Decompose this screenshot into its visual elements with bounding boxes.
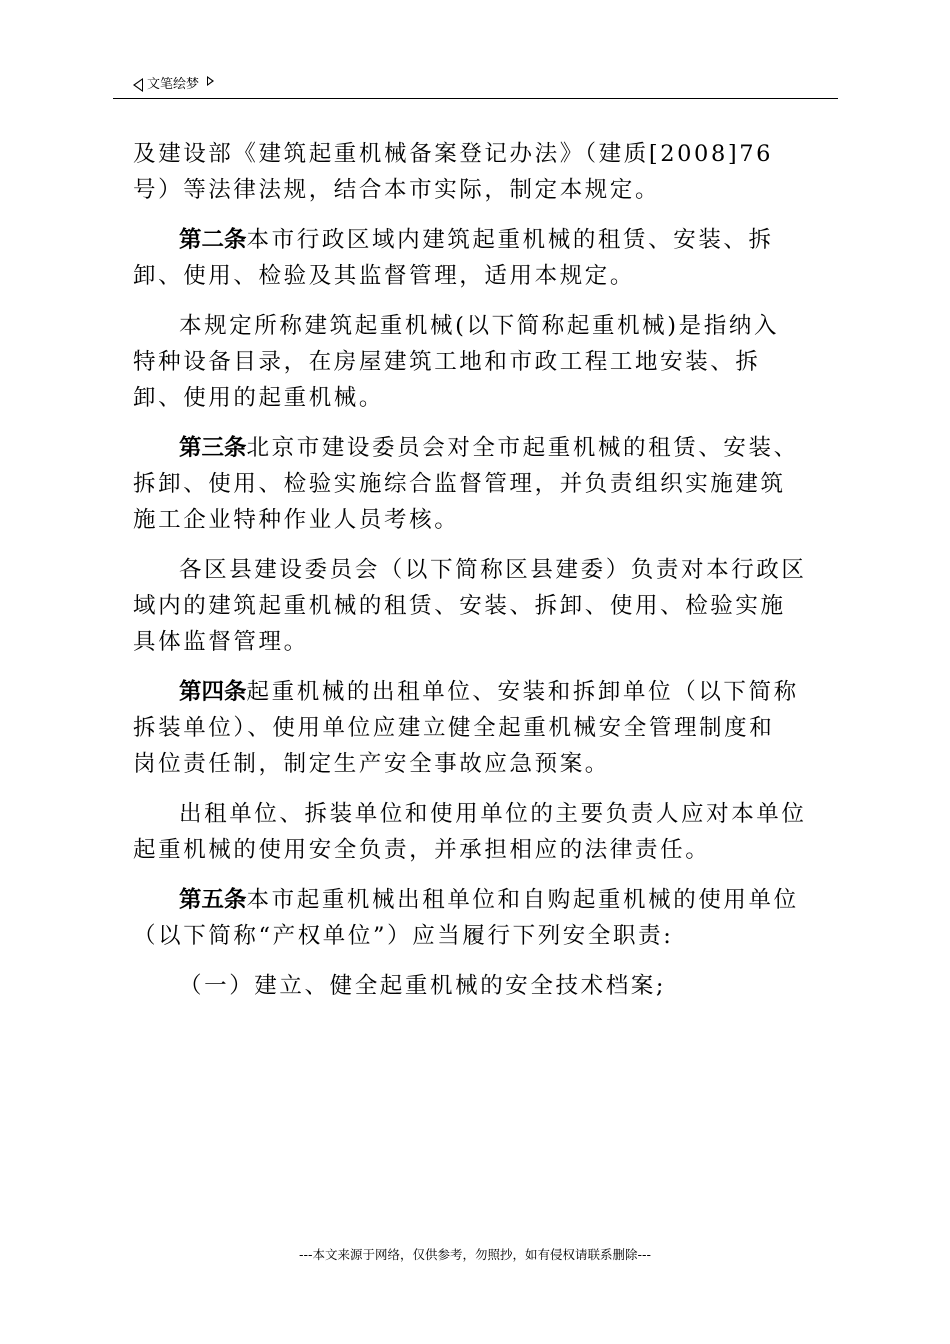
article-5	[133, 882, 823, 954]
text-line: 及建设部《建筑起重机械备案登记办法》（建质[2008]76	[133, 141, 774, 167]
page-footer: ---本文来源于网络，仅供参考，勿照抄，如有侵权请联系删除---	[298, 1247, 652, 1262]
article-2	[133, 222, 823, 294]
text-line: 拆卸、使用、检验实施综合监督管理，并负责组织实施建筑	[133, 471, 786, 497]
text-line: 出租单位、拆装单位和使用单位的主要负责人应对本单位	[179, 801, 807, 827]
text-line: 特种设备目录，在房屋建筑工地和市政工程工地安装、拆	[133, 349, 761, 375]
text-line: 起重机械的使用安全负责，并承担相应的法律责任。	[133, 837, 711, 863]
article-heading: 第五条	[179, 887, 247, 913]
text-line: 起重机械的出租单位、安装和拆卸单位（以下简称	[246, 679, 799, 705]
text-line: （以下简称“产权单位”）应当履行下列安全职责:	[133, 923, 674, 949]
text-line: 具体监督管理。	[133, 629, 309, 655]
article-heading: 第二条	[179, 227, 247, 253]
header-title: 文笔绘梦	[147, 77, 200, 92]
article-heading: 第四条	[179, 679, 247, 705]
triangle-right-icon	[207, 76, 214, 86]
page-header	[133, 74, 214, 96]
triangle-left-icon	[133, 78, 143, 92]
paragraph	[133, 796, 823, 868]
text-line: 本市起重机械出租单位和自购起重机械的使用单位	[246, 887, 799, 913]
article-3	[133, 430, 823, 538]
header-divider	[113, 98, 838, 99]
text-line: 卸、使用、检验及其监督管理，适用本规定。	[133, 263, 636, 289]
paragraph	[133, 308, 823, 416]
text-line: （一）建立、健全起重机械的安全技术档案;	[179, 973, 667, 999]
text-line: 号）等法律法规，结合本市实际，制定本规定。	[133, 177, 661, 203]
document-body	[133, 136, 823, 1018]
text-line: 域内的建筑起重机械的租赁、安装、拆卸、使用、检验实施	[133, 593, 786, 619]
paragraph	[133, 552, 823, 660]
article-4	[133, 674, 823, 782]
text-line: 卸、使用的起重机械。	[133, 385, 385, 411]
text-line: 各区县建设委员会（以下简称区县建委）负责对本行政区	[179, 557, 807, 583]
list-item	[133, 968, 823, 1004]
text-line: 施工企业特种作业人员考核。	[133, 507, 460, 533]
article-heading: 第三条	[179, 435, 247, 461]
paragraph-continuation	[133, 136, 823, 208]
text-line: 拆装单位）、使用单位应建立健全起重机械安全管理制度和	[133, 715, 775, 741]
text-line: 北京市建设委员会对全市起重机械的租赁、安装、	[246, 435, 799, 461]
text-line: 本市行政区域内建筑起重机械的租赁、安装、拆	[246, 227, 774, 253]
text-line: 岗位责任制，制定生产安全事故应急预案。	[133, 751, 610, 777]
text-line: 本规定所称建筑起重机械(以下简称起重机械)是指纳入	[179, 313, 780, 339]
